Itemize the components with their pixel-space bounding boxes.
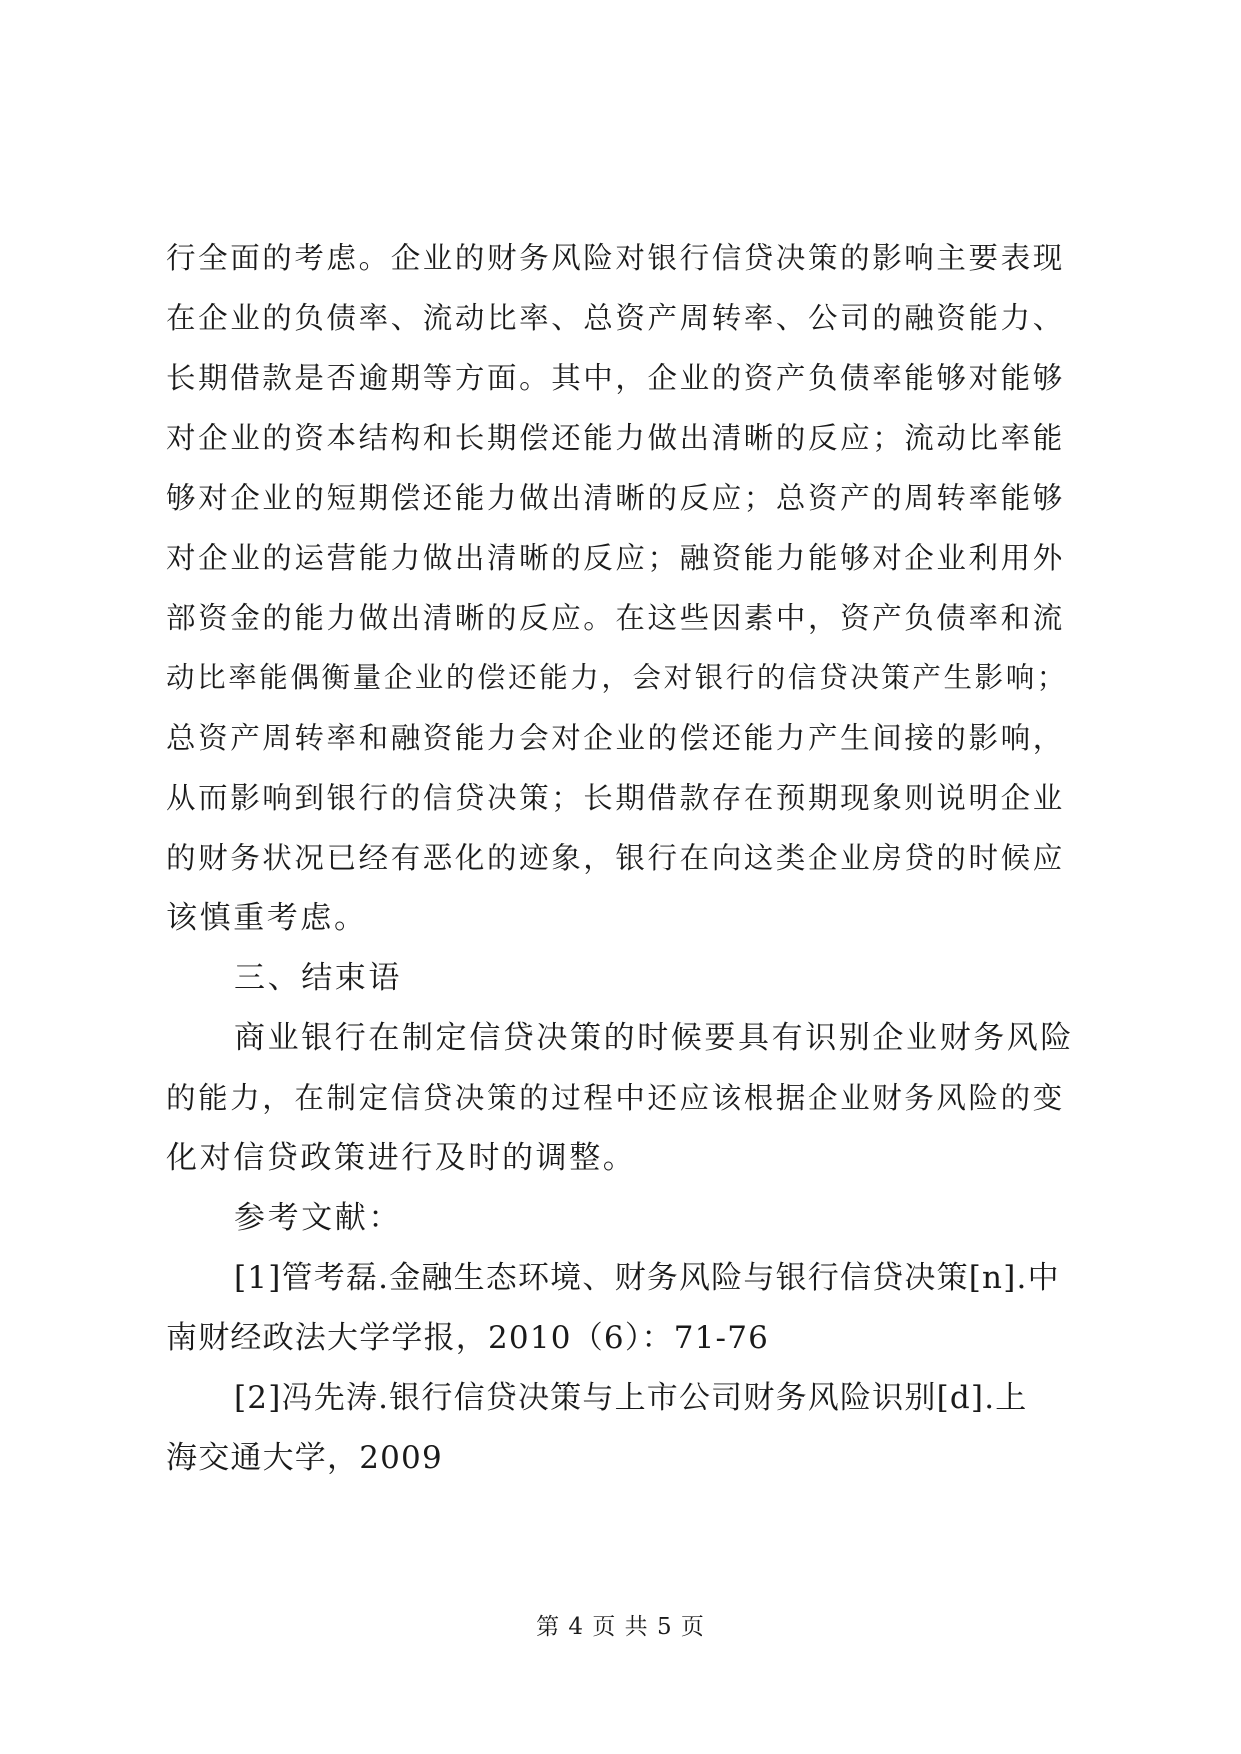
text-line: 商业银行在制定信贷决策的时候要具有识别企业财务风险 bbox=[234, 1020, 1074, 1056]
text-line: 部资金的能力做出清晰的反应。在这些因素中，资产负债率和流 bbox=[166, 601, 1065, 635]
text-line: 动比率能偶衡量企业的偿还能力，会对银行的信贷决策产生影响； bbox=[166, 661, 1068, 694]
text-line: 在企业的负债率、流动比率、总资产周转率、公司的融资能力、 bbox=[166, 301, 1065, 335]
references-heading: 参考文献： bbox=[234, 1200, 402, 1236]
reference-line: [1]管考磊.金融生态环境、财务风险与银行信贷决策[n].中 bbox=[234, 1260, 1060, 1296]
text-line: 的能力，在制定信贷决策的过程中还应该根据企业财务风险的变 bbox=[166, 1081, 1065, 1115]
reference-line: [2]冯先涛.银行信贷决策与上市公司财务风险识别[d].上 bbox=[234, 1380, 1028, 1416]
text-line: 该慎重考虑。 bbox=[166, 900, 368, 936]
text-line: 总资产周转率和融资能力会对企业的偿还能力产生间接的影响， bbox=[166, 721, 1065, 755]
section-heading: 三、结束语 bbox=[234, 960, 402, 996]
text-line: 对企业的运营能力做出清晰的反应；融资能力能够对企业利用外 bbox=[166, 541, 1065, 575]
text-line: 行全面的考虑。企业的财务风险对银行信贷决策的影响主要表现 bbox=[166, 241, 1065, 275]
body-text bbox=[166, 228, 1076, 1488]
text-line: 长期借款是否逾期等方面。其中，企业的资产负债率能够对能够 bbox=[166, 361, 1065, 395]
reference-line: 南财经政法大学学报，2010（6）：71-76 bbox=[166, 1320, 770, 1356]
reference-line: 海交通大学，2009 bbox=[166, 1440, 443, 1476]
text-line: 够对企业的短期偿还能力做出清晰的反应；总资产的周转率能够 bbox=[166, 481, 1065, 515]
page-footer: 第 4 页 共 5 页 bbox=[536, 1614, 705, 1640]
text-line: 从而影响到银行的信贷决策；长期借款存在预期现象则说明企业 bbox=[166, 781, 1065, 815]
text-line: 对企业的资本结构和长期偿还能力做出清晰的反应；流动比率能 bbox=[166, 421, 1065, 455]
text-line: 的财务状况已经有恶化的迹象，银行在向这类企业房贷的时候应 bbox=[166, 841, 1065, 875]
text-line: 化对信贷政策进行及时的调整。 bbox=[166, 1140, 637, 1176]
